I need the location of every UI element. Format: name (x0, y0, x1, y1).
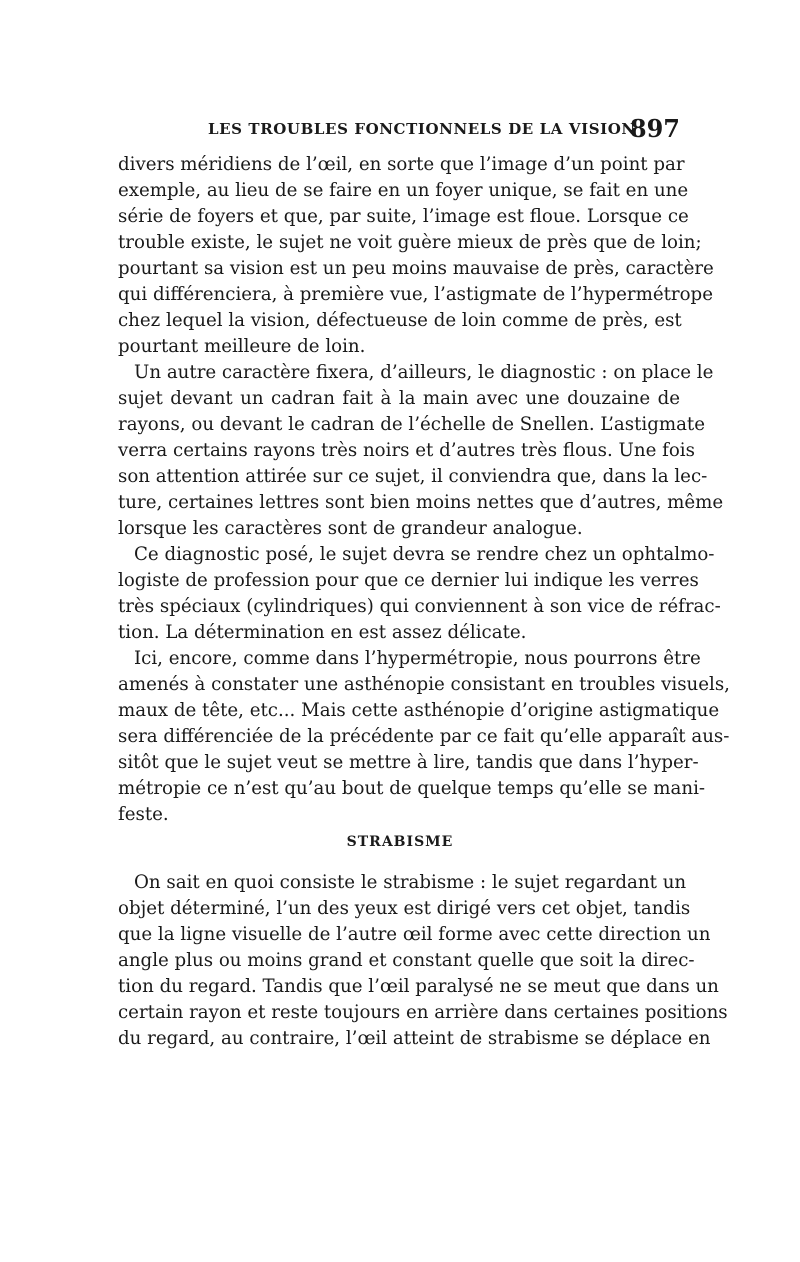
text-line: sujet devant un cadran fait à la main avec une douzaine de (118, 388, 680, 409)
text-line: sera différenciée de la précédente par ce fait qu’elle apparaît aus- (118, 726, 730, 747)
paragraph (118, 542, 721, 646)
text-line: verra certains rayons très noirs et d’autres très flous. Une fois (118, 440, 695, 461)
text-line: rayons, ou devant le cadran de l’échelle de Snellen. L’astigmate (118, 414, 705, 435)
text-line: maux de tête, etc... Mais cette asthénopie d’origine astigmatique (118, 700, 720, 721)
text-line: pourtant sa vision est un peu moins mauvaise de près, caractère (118, 258, 714, 279)
paragraph (118, 646, 730, 828)
body-text-after-heading (118, 870, 728, 1052)
text-line: On sait en quoi consiste le strabisme : le sujet regardant un (134, 872, 687, 893)
body-text-before-heading (118, 152, 730, 828)
text-line: lorsque les caractères sont de grandeur analogue. (118, 518, 583, 539)
text-line: très spéciaux (cylindriques) qui conviennent à son vice de réfrac- (118, 596, 721, 617)
running-title: LES TROUBLES FONCTIONNELS DE LA VISION (208, 120, 636, 138)
paragraph (118, 870, 728, 1052)
text-line: pourtant meilleure de loin. (118, 336, 366, 357)
text-line: Un autre caractère fixera, d’ailleurs, le diagnostic : on place le (134, 362, 714, 383)
text-line: Ce diagnostic posé, le sujet devra se rendre chez un ophtalmo- (134, 544, 715, 565)
text-line: tion du regard. Tandis que l’œil paralysé ne se meut que dans un (118, 976, 719, 997)
text-line: tion. La détermination en est assez délicate. (118, 622, 527, 643)
text-line: certain rayon et reste toujours en arrière dans certaines positions (118, 1002, 728, 1023)
text-line: sitôt que le sujet veut se mettre à lire, tandis que dans l’hyper- (118, 752, 699, 773)
text-line: objet déterminé, l’un des yeux est dirigé vers cet objet, tandis (118, 898, 691, 919)
text-line: divers méridiens de l’œil, en sorte que l’image d’un point par (118, 154, 685, 175)
text-line: trouble existe, le sujet ne voit guère mieux de près que de loin; (118, 232, 702, 253)
text-line: Ici, encore, comme dans l’hypermétropie, nous pourrons être (134, 648, 701, 669)
text-line: logiste de profession pour que ce dernier lui indique les verres (118, 570, 699, 591)
text-line: exemple, au lieu de se faire en un foyer unique, se fait en une (118, 180, 689, 201)
paragraph (118, 152, 714, 360)
text-line: métropie ce n’est qu’au bout de quelque temps qu’elle se mani- (118, 778, 706, 799)
section-heading: STRABISME (346, 834, 454, 850)
text-line: ture, certaines lettres sont bien moins nettes que d’autres, même (118, 492, 724, 513)
text-line: angle plus ou moins grand et constant quelle que soit la direc- (118, 950, 695, 971)
text-line: que la ligne visuelle de l’autre œil forme avec cette direction un (118, 924, 711, 945)
text-line: série de foyers et que, par suite, l’image est floue. Lorsque ce (118, 206, 689, 227)
paragraph (118, 360, 724, 542)
text-line: qui différenciera, à première vue, l’astigmate de l’hypermétrope (118, 284, 713, 305)
text-line: chez lequel la vision, défectueuse de loin comme de près, est (118, 310, 682, 331)
page-number: 897 (629, 114, 680, 143)
running-header (120, 112, 680, 144)
text-line: amenés à constater une asthénopie consistant en troubles visuels, (118, 674, 730, 695)
text-line: feste. (118, 804, 169, 825)
text-line: son attention attirée sur ce sujet, il conviendra que, dans la lec- (118, 466, 708, 487)
text-line: du regard, au contraire, l’œil atteint de strabisme se déplace en (118, 1028, 711, 1049)
